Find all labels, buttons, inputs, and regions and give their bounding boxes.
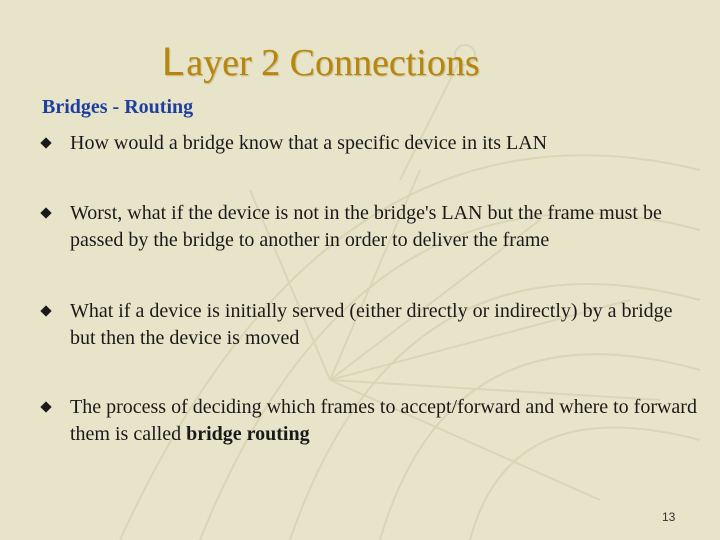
diamond-bullet-icon: [40, 401, 51, 412]
page-number: 13: [662, 510, 676, 524]
bullet-text: What if a device is initially served (either directly or indirectly) by a bridge but then the device is moved: [70, 300, 673, 349]
bullet-item: [42, 200, 702, 254]
diamond-bullet-icon: [40, 305, 51, 316]
title-rest: ayer 2 Connections: [186, 42, 480, 84]
bullet-item: [42, 298, 702, 352]
diamond-bullet-icon: [40, 207, 51, 218]
bullet-bold-term: bridge routing: [186, 423, 310, 445]
bullet-text: How would a bridge know that a specific device in its LAN: [70, 132, 548, 154]
bullet-list: [42, 130, 702, 448]
title-initial: L: [162, 40, 185, 84]
bullet-text: Worst, what if the device is not in the bridge's LAN but the frame must be passed by the bridge to another in order to deliver the frame: [70, 202, 662, 251]
bullet-item: [42, 394, 702, 448]
slide-subtitle: Bridges - Routing: [42, 96, 194, 118]
bullet-item: [42, 130, 702, 157]
bullet-text: The process of deciding which frames to accept/forward and where to forward them is called: [70, 396, 697, 445]
slide-title: [162, 40, 480, 85]
diamond-bullet-icon: [40, 137, 51, 148]
